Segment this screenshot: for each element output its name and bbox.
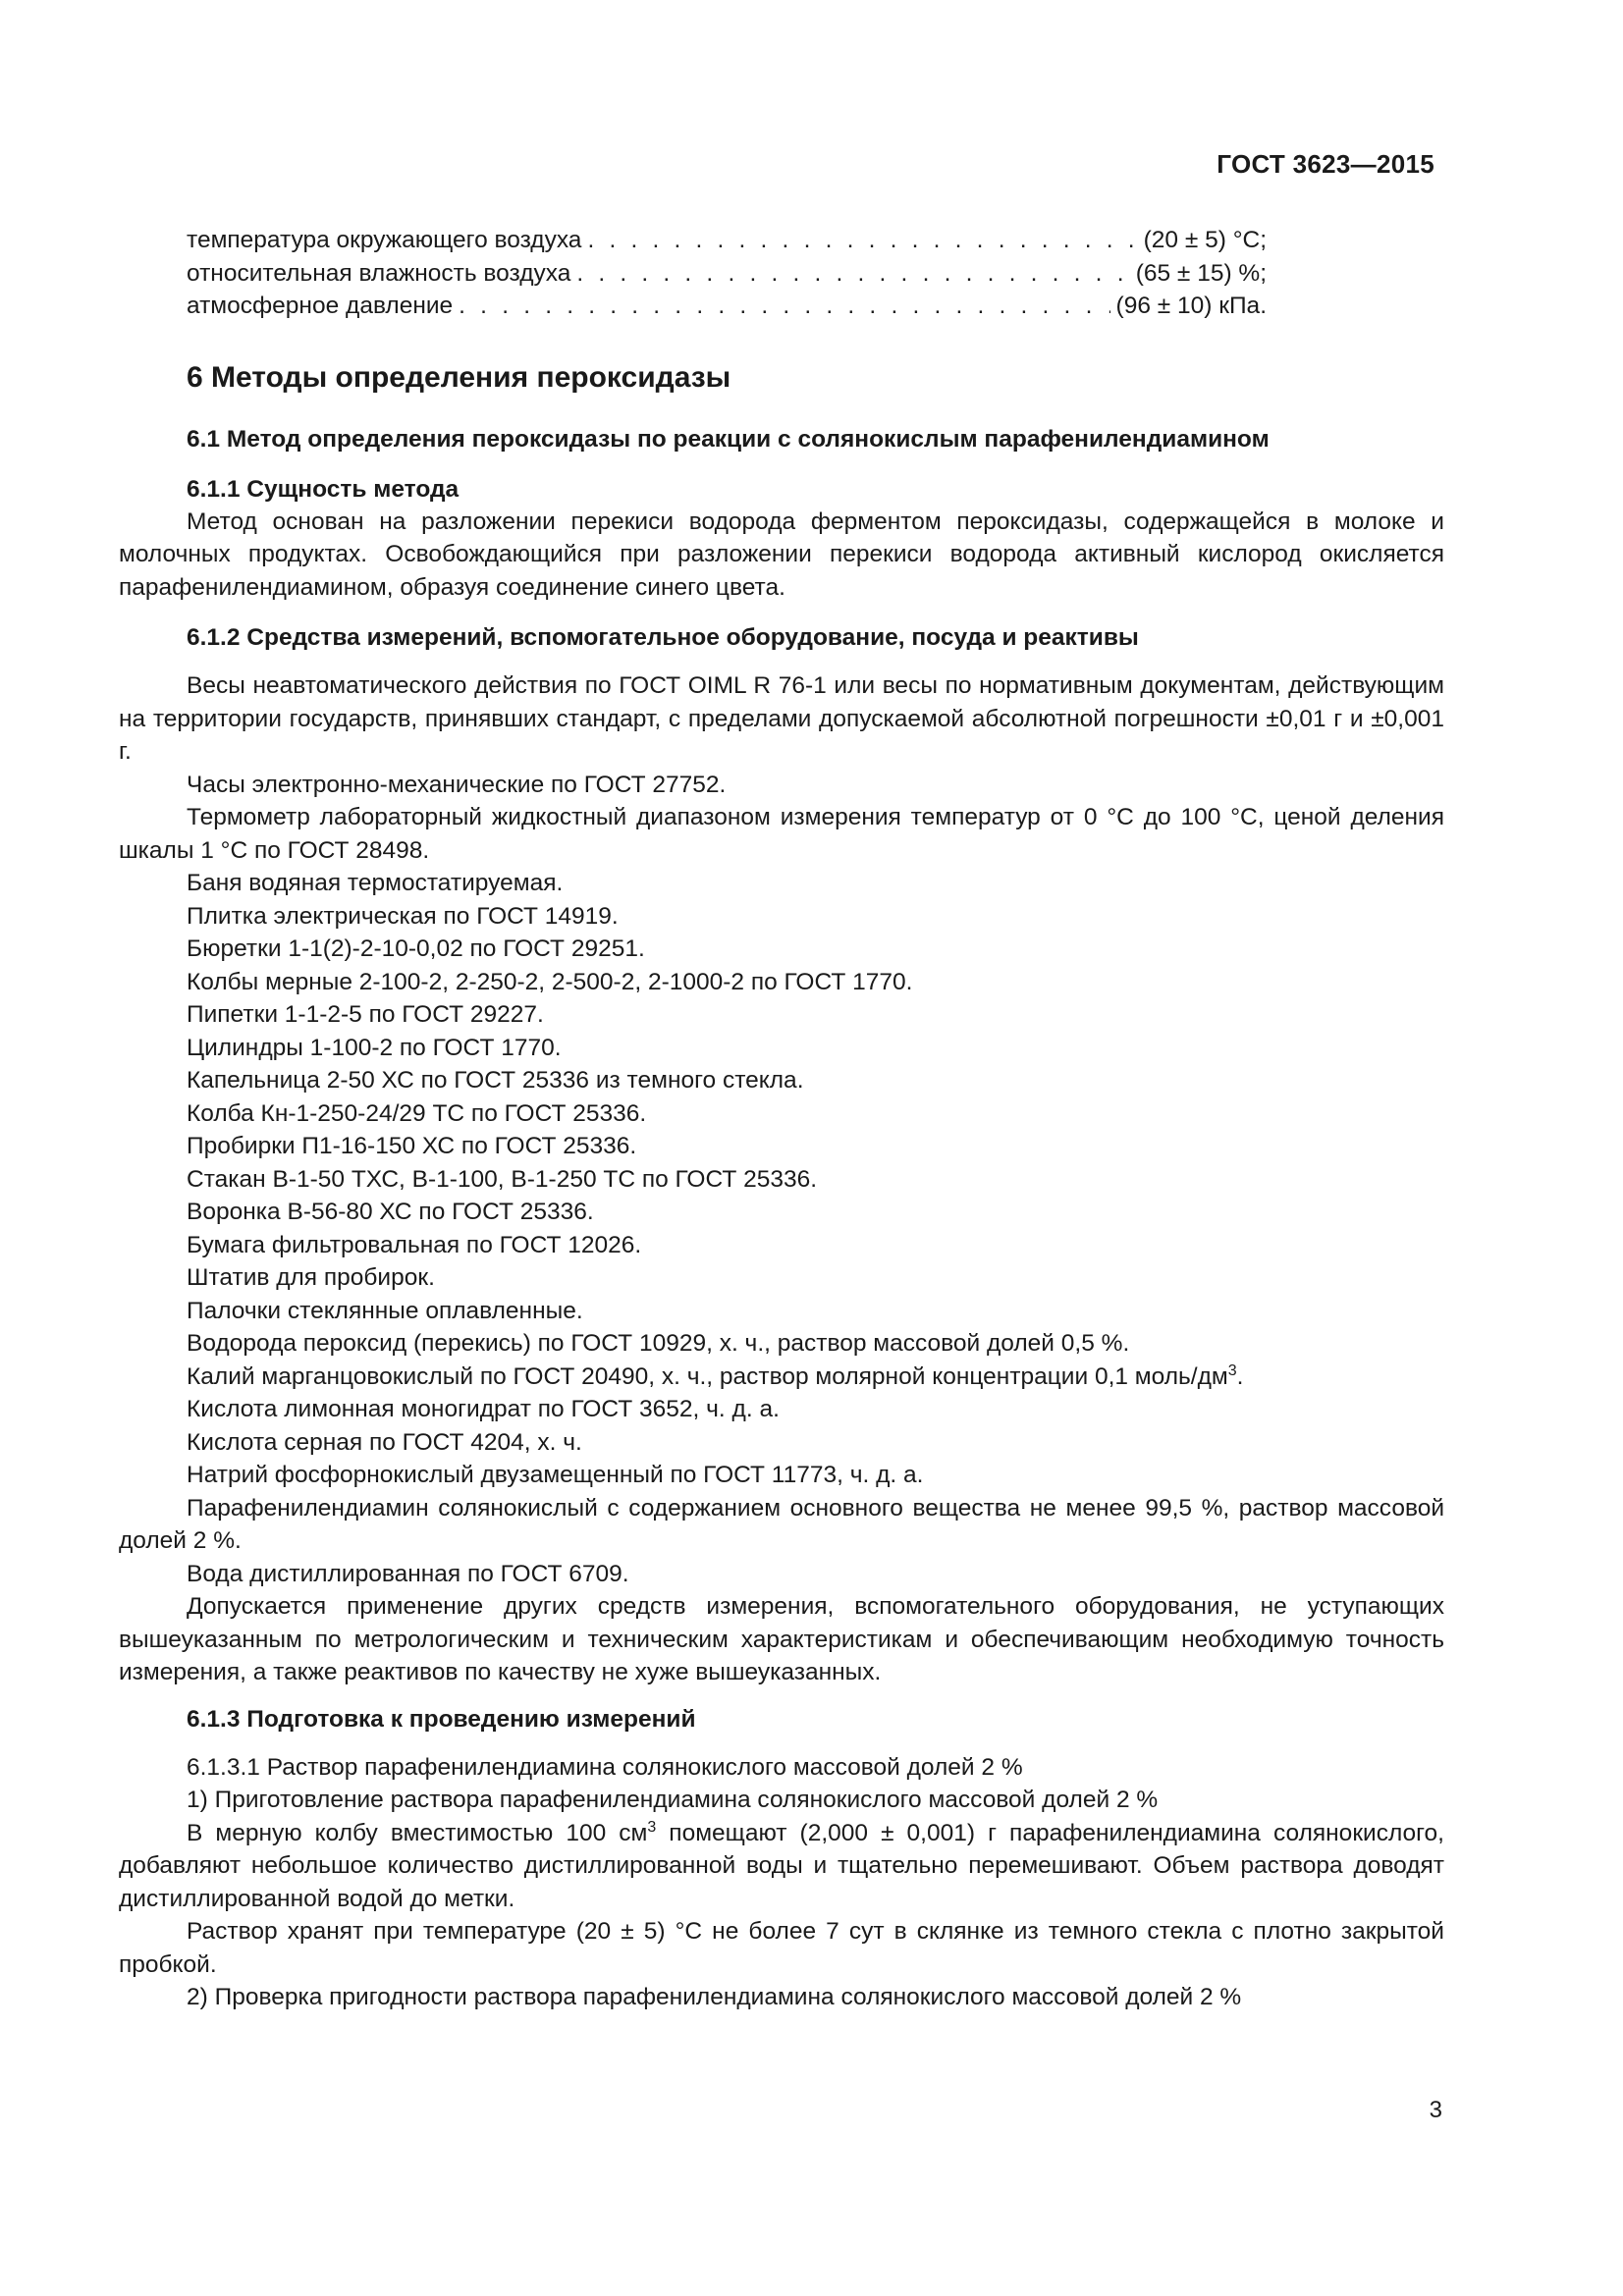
condition-value: (96 ± 10) кПа. — [1115, 293, 1267, 319]
dot-leader — [587, 224, 1137, 257]
section-6-1-2-title: 6.1.2 Средства измерений, вспомогательное оборудование, посуда и реактивы — [187, 624, 1139, 651]
condition-row — [187, 257, 1267, 291]
list-item: Баня водяная термостатируемая. — [187, 870, 564, 896]
page-number: 3 — [1429, 2097, 1442, 2123]
section-6-1-1-title: 6.1.1 Сущность метода — [187, 475, 460, 503]
equipment-list — [119, 769, 1444, 1689]
scales-paragraph: Весы неавтоматического действия по ГОСТ OIML R 76-1 или весы по нормативным документам, действующим на территории государств, принявших стандарт, с пределами допускаемой абсолютной погрешности ±0,01 г и ±0,001 г. — [119, 672, 1444, 765]
condition-row — [187, 224, 1267, 257]
list-item: Термометр лабораторный жидкостный диапазоном измерения температур от 0 °С до 100 °С, ценой деления шкалы 1 °С по ГОСТ 28498. — [119, 804, 1444, 864]
kmno4-end: . — [1236, 1362, 1244, 1390]
step-2: 2) Проверка пригодности раствора парафенилендиамина солянокислого массовой долей 2 % — [187, 1984, 1242, 2010]
prep-text-b: помещают (2,000 ± 0,001) г парафенилендиамина солянокислого, добавляют небольшое количество дистиллированной воды и тщательно перемешивают. Объем раствора доводят дистиллированной водой до метки. — [119, 1819, 1444, 1912]
kmno4-text: Калий марганцовокислый по ГОСТ 20490, х. ч., раствор молярной концентрации 0,1 моль/дм — [187, 1362, 1228, 1390]
subsection-6-1-3-1: 6.1.3.1 Раствор парафенилендиамина солянокислого массовой долей 2 % — [187, 1753, 1023, 1781]
preparation-paragraph — [119, 1817, 1444, 1916]
list-item: Капельница 2-50 ХС по ГОСТ 25336 из темного стекла. — [187, 1067, 804, 1094]
list-item: Плитка электрическая по ГОСТ 14919. — [187, 902, 619, 930]
step-1: 1) Приготовление раствора парафенилендиамина солянокислого массовой долей 2 % — [187, 1787, 1159, 1813]
condition-value: (65 ± 15) %; — [1135, 259, 1267, 287]
condition-row — [187, 290, 1267, 323]
prep-superscript: 3 — [647, 1818, 657, 1836]
condition-value: (20 ± 5) °С; — [1143, 227, 1267, 253]
list-item: Колба Кн-1-250-24/29 ТС по ГОСТ 25336. — [187, 1099, 647, 1127]
dot-leader — [576, 257, 1129, 291]
list-item — [119, 1361, 1444, 1394]
condition-label: температура окружающего воздуха — [187, 227, 582, 253]
substitution-paragraph: Допускается применение других средств измерения, вспомогательного оборудования, не уступающих вышеуказанным по метрологическим и техническим характеристикам и обеспечивающим необходимую точность измерения, а также реактивов по качеству не хуже вышеуказанных. — [119, 1593, 1444, 1685]
section-6-1-3-title: 6.1.3 Подготовка к проведению измерений — [187, 1705, 696, 1733]
list-item: Натрий фосфорнокислый двузамещенный по ГОСТ 11773, ч. д. а. — [187, 1462, 924, 1488]
page-content — [119, 224, 1444, 2014]
list-item: Бумага фильтровальная по ГОСТ 12026. — [187, 1231, 642, 1258]
list-item: Кислота лимонная моногидрат по ГОСТ 3652, ч. д. а. — [187, 1396, 780, 1422]
section-6-title: 6 Методы определения пероксидазы — [187, 360, 731, 394]
storage-paragraph: Раствор хранят при температуре (20 ± 5) °С не более 7 сут в склянке из темного стекла с плотно закрытой пробкой. — [119, 1918, 1444, 1978]
method-principle-paragraph: Метод основан на разложении перекиси водорода ферментом пероксидазы, содержащейся в молоке и молочных продуктах. Освобождающийся при разложении перекиси водорода активный кислород окисляется парафенилендиамином, образуя соединение синего цвета. — [119, 507, 1444, 601]
standard-code: ГОСТ 3623—2015 — [1217, 149, 1434, 179]
list-item: Бюретки 1-1(2)-2-10-0,02 по ГОСТ 29251. — [187, 935, 645, 962]
list-item: Стакан В-1-50 ТХС, В-1-100, В-1-250 ТС по ГОСТ 25336. — [187, 1165, 818, 1193]
list-item: Водорода пероксид (перекись) по ГОСТ 10929, х. ч., раствор массовой долей 0,5 %. — [187, 1330, 1130, 1357]
list-item: Часы электронно-механические по ГОСТ 27752. — [187, 771, 727, 798]
list-item: Пипетки 1-1-2-5 по ГОСТ 29227. — [187, 1001, 544, 1028]
list-item: Кислота серная по ГОСТ 4204, х. ч. — [187, 1428, 582, 1456]
prep-text-a: В мерную колбу вместимостью 100 см — [187, 1819, 648, 1846]
kmno4-superscript: 3 — [1227, 1362, 1237, 1379]
list-item: Цилиндры 1-100-2 по ГОСТ 1770. — [187, 1034, 562, 1061]
list-item: Штатив для пробирок. — [187, 1264, 435, 1291]
list-item: Колбы мерные 2-100-2, 2-250-2, 2-500-2, 2-1000-2 по ГОСТ 1770. — [187, 968, 913, 995]
condition-label: атмосферное давление — [187, 293, 454, 319]
list-item: Палочки стеклянные оплавленные. — [187, 1297, 583, 1324]
list-item: Воронка В-56-80 ХС по ГОСТ 25336. — [187, 1199, 594, 1225]
dot-leader — [459, 290, 1109, 323]
list-item: Парафенилендиамин солянокислый с содержанием основного вещества не менее 99,5 %, раствор массовой долей 2 %. — [119, 1494, 1444, 1554]
section-6-1-title: 6.1 Метод определения пероксидазы по реакции с солянокислым парафенилендиамином — [187, 425, 1270, 453]
conditions-list — [119, 224, 1444, 323]
list-item: Вода дистиллированная по ГОСТ 6709. — [187, 1560, 629, 1587]
list-item: Пробирки П1-16-150 ХС по ГОСТ 25336. — [187, 1133, 637, 1159]
condition-label: относительная влажность воздуха — [187, 259, 571, 287]
